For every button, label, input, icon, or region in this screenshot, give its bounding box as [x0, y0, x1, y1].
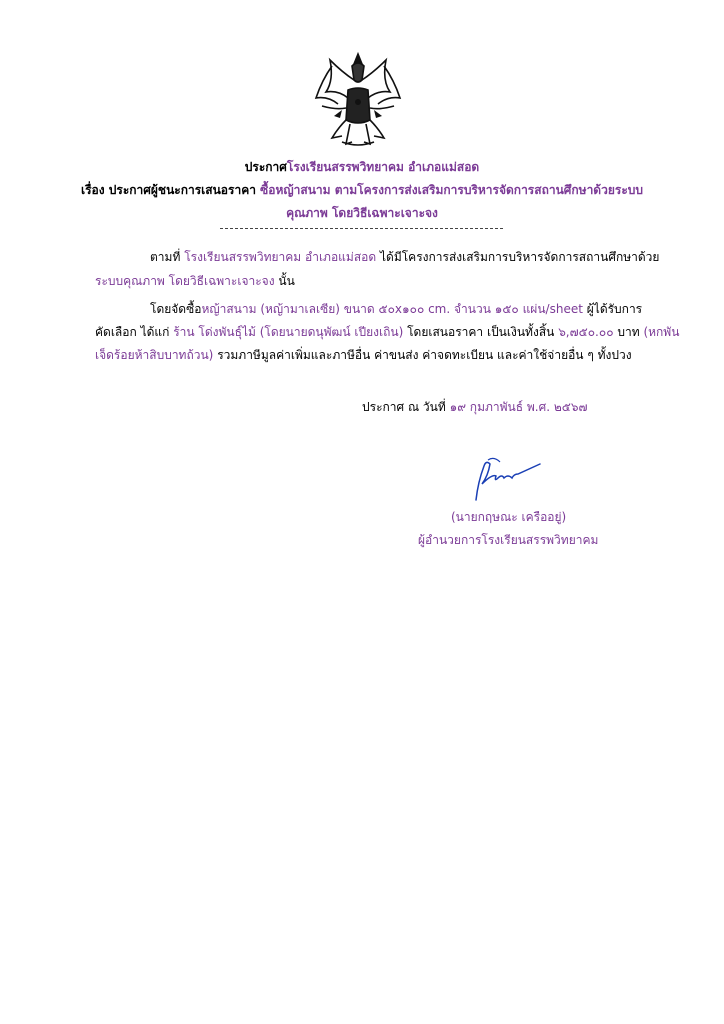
p2-amount: ๖,๗๕๐.๐๐ — [558, 325, 614, 339]
p2-price-label: โดยเสนอราคา เป็นเงินทั้งสิ้น — [407, 325, 555, 339]
school-and-district: โรงเรียนสรรพวิทยาคม อำเภอแม่สอด — [286, 160, 480, 174]
announce-date — [362, 398, 587, 417]
signer-name: (นายกฤษณะ เครืออยู่) — [451, 510, 567, 524]
p1-intro: ตามที่ — [150, 250, 181, 264]
announce-label: ประกาศ ณ วันที่ — [362, 400, 446, 414]
p1-project: ได้มีโครงการส่งเสริมการบริหารจัดการสถานศึกษาด้วย — [379, 250, 660, 264]
p2-intro: โดยจัดซื้อ — [150, 302, 202, 316]
subject-line — [40, 181, 684, 200]
p2-item: หญ้าสนาม (หญ้ามาเลเซีย) ขนาด ๕๐x๑๐๐ cm. จำนวน ๑๕๐ แผ่น/sheet — [201, 302, 583, 316]
announce-date-value: ๑๙ กุมภาพันธ์ พ.ศ. ๒๕๖๗ — [449, 400, 588, 414]
subject-continuation: คุณภาพ โดยวิธีเฉพาะเจาะจง — [286, 206, 438, 220]
p2-amount-words-start: (หกพัน — [643, 325, 680, 339]
p2-selected: ผู้ได้รับการ — [586, 302, 643, 316]
p2-baht: บาท — [617, 325, 640, 339]
paragraph-1-line-2 — [95, 270, 295, 293]
p2-vendor: ร้าน โด่งพันธุ์ไม้ (โดยนายดนุพัฒน์ เปียงเถิน) — [173, 325, 404, 339]
p2-amount-words-end: เจ็ดร้อยห้าสิบบาทถ้วน) — [95, 348, 214, 362]
subject-prefix: เรื่อง ประกาศผู้ชนะการเสนอราคา — [80, 183, 256, 197]
paragraph-1-line-1 — [150, 246, 659, 269]
p1-school: โรงเรียนสรรพวิทยาคม อำเภอแม่สอด — [184, 250, 377, 264]
p2-selected-label: คัดเลือก ได้แก่ — [95, 325, 170, 339]
title-prefix: ประกาศ — [244, 160, 287, 174]
signer-position: ผู้อำนวยการโรงเรียนสรรพวิทยาคม — [418, 533, 599, 547]
p1-end: นั้น — [278, 274, 295, 288]
paragraph-2-line-1 — [150, 298, 642, 321]
paragraph-2-line-2 — [95, 321, 679, 344]
announcement-title — [40, 158, 684, 177]
paragraph-2-line-3 — [95, 344, 632, 367]
signature-icon — [470, 452, 550, 502]
p1-method: ระบบคุณภาพ โดยวิธีเฉพาะเจาะจง — [95, 274, 275, 288]
garuda-emblem-icon — [312, 50, 404, 150]
subject-item: ซื้อหญ้าสนาม ตามโครงการส่งเสริมการบริหารจัดการสถานศึกษาด้วยระบบ — [260, 183, 643, 197]
p2-inclusions: รวมภาษีมูลค่าเพิ่มและภาษีอื่น ค่าขนส่ง ค่าจดทะเบียน และค่าใช้จ่ายอื่น ๆ ทั้งปวง — [217, 348, 632, 362]
divider-line — [220, 228, 503, 229]
